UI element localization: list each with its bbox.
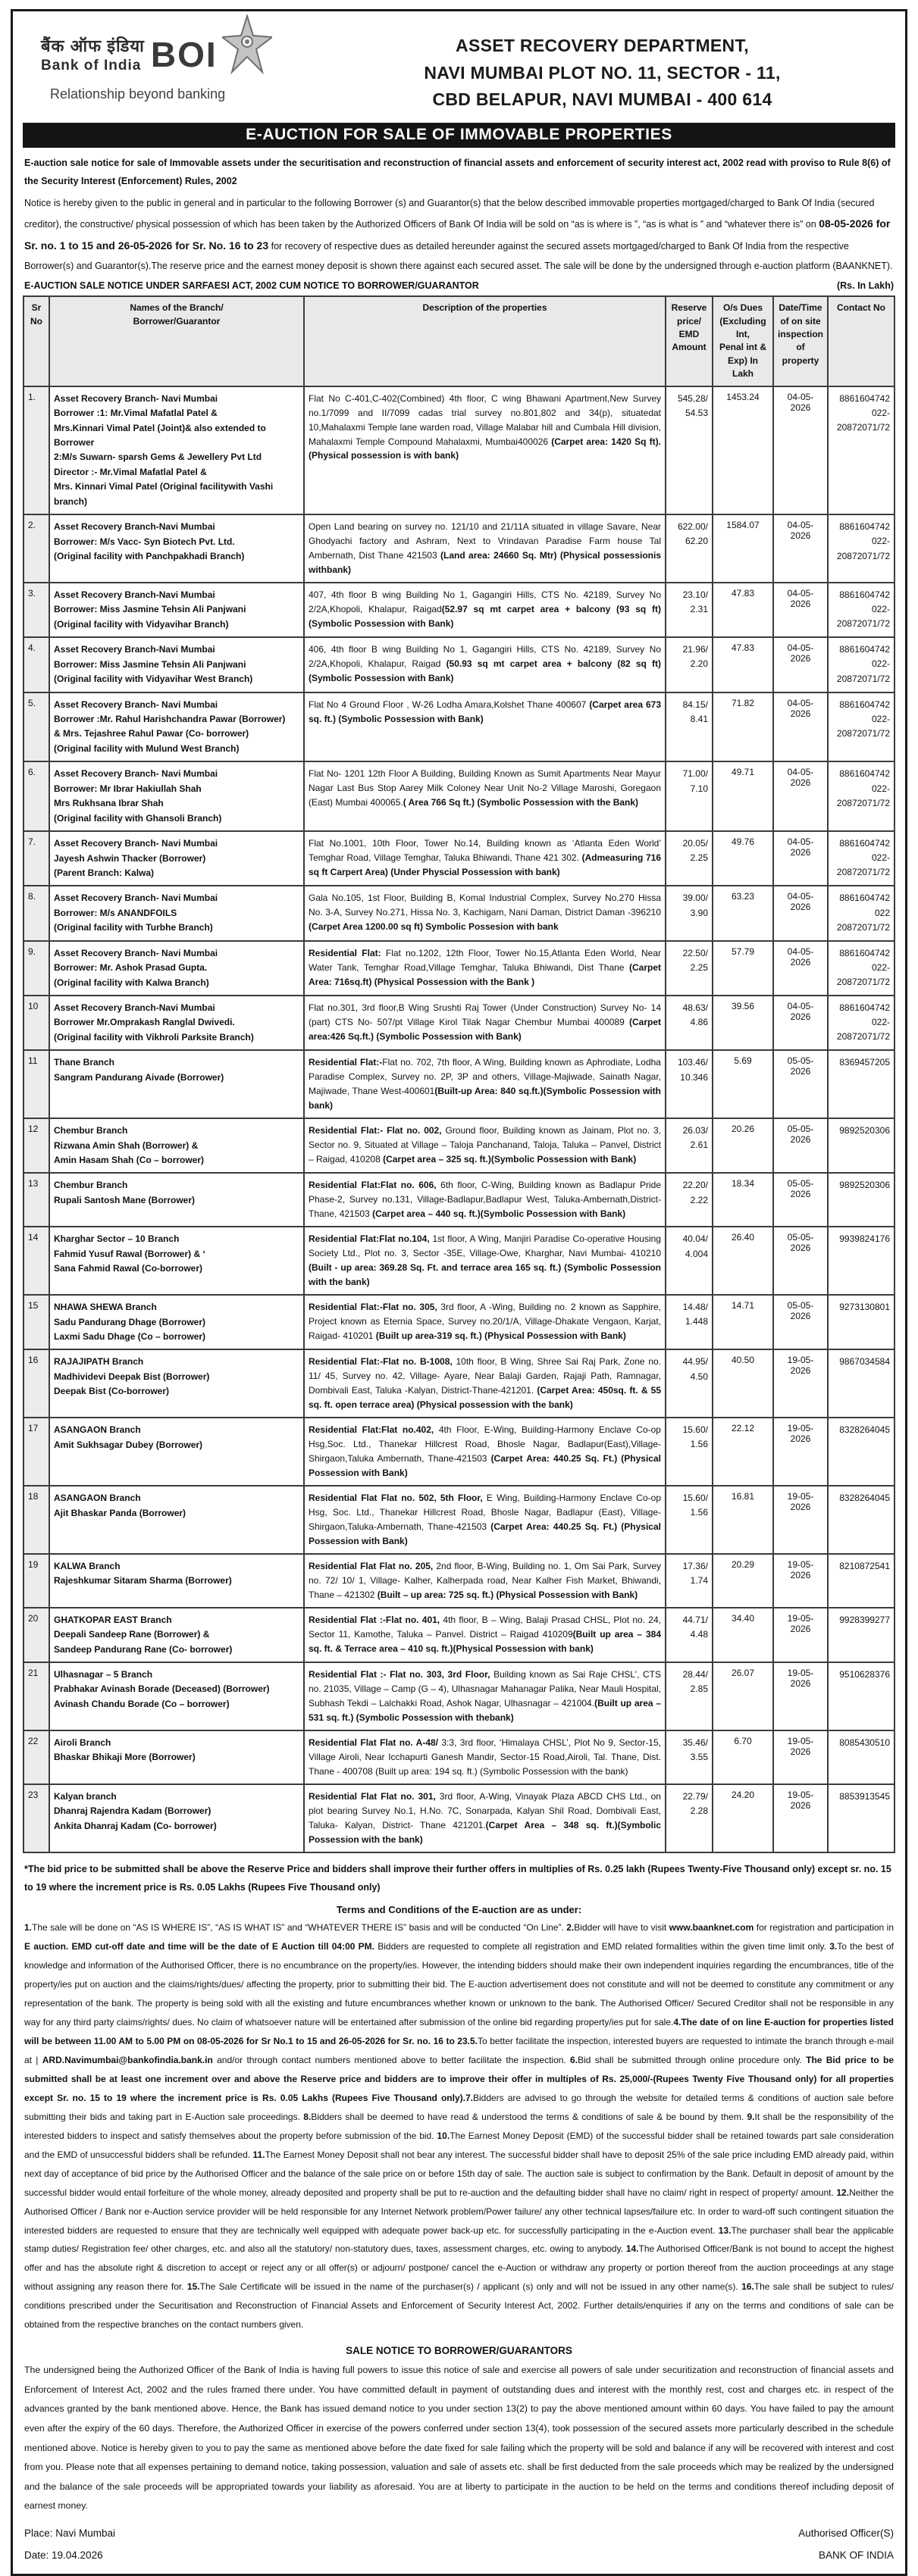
reserve-emd-cell: 39.00/ 3.90 xyxy=(666,886,713,940)
sr-cell: 11 xyxy=(23,1050,49,1118)
description-cell: 406, 4th floor B wing Building No 1, Gagangiri Hills, CTS No. 42189, Survey No 2/2A,Khopoli, Khalapur, Raigad (50.93 sq mt carpet area + balcony (82 sq ft) (Symbolic Possession with Bank) xyxy=(304,637,666,692)
table-row xyxy=(23,1554,895,1608)
branch-cell: Airoli Branch Bhaskar Bhikaji More (Borrower) xyxy=(49,1730,304,1784)
branch-cell: Asset Recovery Branch- Navi Mumbai Jayesh Ashwin Thacker (Borrower) (Parent Branch: Kalwa) xyxy=(49,831,304,886)
os-dues-cell: 1584.07 xyxy=(713,514,773,583)
sr-cell: 6. xyxy=(23,761,49,831)
os-dues-cell: 49.71 xyxy=(713,761,773,831)
inspection-date-cell: 19-05-2026 xyxy=(773,1486,828,1554)
inspection-date-cell: 04-05-2026 xyxy=(773,583,828,637)
reserve-emd-cell: 14.48/ 1.448 xyxy=(666,1295,713,1349)
branch-cell: Chembur Branch Rupali Santosh Mane (Borrower) xyxy=(49,1173,304,1227)
department-line: NAVI MUMBAI PLOT NO. 11, SECTOR - 11, xyxy=(424,62,781,83)
contact-cell: 9892520306 xyxy=(828,1173,895,1227)
terms-heading: Terms and Conditions of the E-auction are as under: xyxy=(336,1904,582,1916)
footer-left xyxy=(24,2522,115,2566)
os-dues-cell: 24.20 xyxy=(713,1784,773,1852)
sale-notice-heading: SALE NOTICE TO BORROWER/GUARANTORS xyxy=(346,2345,572,2357)
description-cell: Residential Flat Flat no. 502, 5th Floor, E Wing, Building-Harmony Enclave Co-op Hsg, Soc. Ltd., Thanekar Hillcrest Road, Bhosle Nagar, Badlapur (East), Village-Shirgaon,Taluka-Ambernath, Thane-421503 (Carpet Area: 440.25 Sq. Ft.) (Physical Possession with Bank) xyxy=(304,1486,666,1554)
contact-cell: 9867034584 xyxy=(828,1349,895,1418)
description-cell: Flat No 4 Ground Floor , W-26 Lodha Amara,Kolshet Thane 400607 (Carpet area 673 sq. ft.) (Symbolic Possession with Bank) xyxy=(304,692,666,762)
auction-table-body xyxy=(23,386,895,1852)
table-row xyxy=(23,386,895,515)
reserve-emd-cell: 40.04/ 4.004 xyxy=(666,1227,713,1295)
branch-cell: Asset Recovery Branch-Navi Mumbai Borrower: M/s Vacc- Syn Biotech Pvt. Ltd. (Original facility with Panchpakhadi Branch) xyxy=(49,514,304,583)
description-cell: Residential Flat Flat no. 205, 2nd floor, B-Wing, Building no. 1, Om Sai Park, Survey no. 72/ 10/ 1, Village- Kalher, Kalherpada road, Near Kalher Fish Market, Bhiwandi, Thane – 421302 (Built – up area: 725 sq. ft.) (Physical Possession with Bank) xyxy=(304,1554,666,1608)
sr-cell: 20 xyxy=(23,1608,49,1662)
contact-cell: 8861604742 022 20872071/72 xyxy=(828,886,895,940)
reserve-emd-cell: 622.00/ 62.20 xyxy=(666,514,713,583)
description-cell: Residential Flat :- Flat no. 303, 3rd Floor, Building known as Sai Raje CHSL’, CTS no. 21035, Village – Camp (G – 4), Ulhasnagar Mahanagar Palika, Near Mauli Hospital, Subhash Tekdi – Lalchakki Road, Ashok Nagar, Ulhasnagar – 421004.(Built up area – 531 sq. ft.) (Symbolic Possession with thebank) xyxy=(304,1662,666,1730)
sr-cell: 12 xyxy=(23,1118,49,1173)
department-line: ASSET RECOVERY DEPARTMENT, xyxy=(456,36,749,55)
os-dues-cell: 22.12 xyxy=(713,1418,773,1486)
sr-cell: 3. xyxy=(23,583,49,637)
header-os-dues: O/s Dues (Excluding Int, Penal int & Exp) In Lakh xyxy=(713,296,773,386)
branch-cell: Chembur Branch Rizwana Amin Shah (Borrower) & Amin Hasam Shah (Co – borrower) xyxy=(49,1118,304,1173)
description-cell: Residential Flat: Flat no.1202, 12th Floor, Tower No.15,Atlanta Eden World, Near Water Tank, Temghar Road,Village Temghar, Taluka Bhiwandi, Dist Thane (Carpet Area: 716sq.ft) (Physical Possession with the Bank ) xyxy=(304,941,666,996)
sr-cell: 15 xyxy=(23,1295,49,1349)
intro-paragraph-1: E-auction sale notice for sale of Immovable assets under the securitisation and reconstruction of financial assets and enforcement of security interest act, 2002 read with proviso to Rule 8(6) of the Security Interest (Enforcement) Rules, 2002 xyxy=(24,157,891,187)
sr-cell: 2. xyxy=(23,514,49,583)
inspection-date-cell: 04-05-2026 xyxy=(773,761,828,831)
table-row xyxy=(23,831,895,886)
table-row xyxy=(23,1349,895,1418)
contact-cell: 8861604742 022- 20872071/72 xyxy=(828,941,895,996)
os-dues-cell: 49.76 xyxy=(713,831,773,886)
description-cell: Residential Flat:-Flat no. B-1008, 10th floor, B Wing, Shree Sai Raj Park, Zone no. 11/ 45, Survey no. 42, Village- Ayare, Near Balaji Garden, Rajaji Path, Ramnagar, Dombivali East, Taluka -Kalyan, District-Thane-421201. (Carpet Area: 450sq. ft. & 55 sq. ft. open terrace area) (Physical possession with the bank) xyxy=(304,1349,666,1418)
os-dues-cell: 71.82 xyxy=(713,692,773,762)
sale-notice-paragraph: The undersigned being the Authorized Officer of the Bank of India is having full powers to issue this notice of sale and exercise all powers of sale under securitization and reconstruction of financial assets and Enforcement of Interest Act, 2002 and the rules framed there under. You have committed default in payment of outstanding dues and interest with the monthly rest, cost and charges etc. in respect of the advances granted by the bank mentioned above. Hence, the Bank has issued demand notice to you under section 13(2) to pay the above mentioned amount within 60 days. You have failed to pay the amount even after the expiry of the 60 days. Therefore, the Authorized Officer in exercise of the powers conferred under section 13(4), took possession of the secured assets more particularly described in the schedule mentioned above. Notice is hereby given to you to pay the same as mentioned above before the date fixed for sale failing which the property will be sold and balance if any will be recovered with interest and cost from you. Please note that all expenses pertaining to demand notice, taking possession, valuation and sale of assets etc. shall be first deducted from the sale proceeds which may be realized by the undersigned and the balance of the sale proceeds will be appropriated towards your liability as aforesaid. You are at liberty to participate in the auction to be held on the terms and conditions thereof including deposit of earnest money. xyxy=(24,2365,894,2512)
contact-cell: 8369457205 xyxy=(828,1050,895,1118)
footer-right xyxy=(798,2522,894,2566)
reserve-emd-cell: 545.28/ 54.53 xyxy=(666,386,713,515)
inspection-date-cell: 19-05-2026 xyxy=(773,1608,828,1662)
sr-cell: 21 xyxy=(23,1662,49,1730)
reserve-emd-cell: 71.00/ 7.10 xyxy=(666,761,713,831)
os-dues-cell: 57.79 xyxy=(713,941,773,996)
branch-cell: Asset Recovery Branch- Navi Mumbai Borrower :1: Mr.Vimal Mafatlal Patel & Mrs.Kinnari Vimal Patel (Joint)& also extended to Borrower 2:M/s Suwarn- sparsh Gems & Jewellery Pvt Ltd Director :- Mr.Vimal Mafatlal Patel & Mrs. Kinnari Vimal Patel (Original facilitywith Vashi branch) xyxy=(49,386,304,515)
os-dues-cell: 47.83 xyxy=(713,637,773,692)
os-dues-cell: 20.26 xyxy=(713,1118,773,1173)
contact-cell: 9892520306 xyxy=(828,1118,895,1173)
sr-cell: 1. xyxy=(23,386,49,515)
description-cell: Residential Flat:Flat no.402, 4th Floor, E-Wing, Building-Harmony Enclave Co-op Hsg,Soc. Ltd., Thanekar Hillcrest Road, Bhosle Nagar, Badlapur(East),Village-Shirgaon,Taluka Ambernath, Thane-421503 (Carpet Area: 440.25 Sq. Ft.) (Physical Possession with Bank) xyxy=(304,1418,666,1486)
contact-cell: 9928399277 xyxy=(828,1608,895,1662)
bank-signature-line: BANK OF INDIA xyxy=(818,2549,894,2561)
table-row xyxy=(23,1784,895,1852)
contact-cell: 8861604742 022- 20872071/72 xyxy=(828,583,895,637)
department-line: CBD BELAPUR, NAVI MUMBAI - 400 614 xyxy=(432,89,772,110)
table-row xyxy=(23,637,895,692)
inspection-date-cell: 04-05-2026 xyxy=(773,886,828,940)
description-cell: Residential Flat:-Flat no. 702, 7th floor, A Wing, Building known as Aphrodiate, Lodha Paradise Complex, Survey no. 2P, 3P and others, Village-Majiwade, Sainath Nagar, Majiwade, Thane West-400601(Built-up Area: 840 sq.ft.)(Symbolic Possession with bank) xyxy=(304,1050,666,1118)
table-row xyxy=(23,886,895,940)
table-header-row xyxy=(23,296,895,386)
inspection-date-cell: 04-05-2026 xyxy=(773,386,828,515)
contact-cell: 8210872541 xyxy=(828,1554,895,1608)
branch-cell: Thane Branch Sangram Pandurang Aivade (Borrower) xyxy=(49,1050,304,1118)
branch-cell: Asset Recovery Branch- Navi Mumbai Borrower: Mr. Ashok Prasad Gupta. (Original facility with Kalwa Branch) xyxy=(49,941,304,996)
sr-cell: 16 xyxy=(23,1349,49,1418)
os-dues-cell: 6.70 xyxy=(713,1730,773,1784)
branch-cell: Asset Recovery Branch- Navi Mumbai Borrower: M/s ANANDFOILS (Original facility with Turbhe Branch) xyxy=(49,886,304,940)
reserve-emd-cell: 23.10/ 2.31 xyxy=(666,583,713,637)
reserve-emd-cell: 26.03/ 2.61 xyxy=(666,1118,713,1173)
contact-cell: 8861604742 022- 20872071/72 xyxy=(828,831,895,886)
notice-sheet xyxy=(11,9,907,2576)
contact-cell: 8861604742 022- 20872071/72 xyxy=(828,996,895,1050)
auction-table xyxy=(23,295,895,1852)
table-row xyxy=(23,1295,895,1349)
sr-cell: 9. xyxy=(23,941,49,996)
bank-logo xyxy=(27,28,314,102)
inspection-date-cell: 04-05-2026 xyxy=(773,831,828,886)
bid-increment-note: *The bid price to be submitted shall be above the Reserve Price and bidders shall improve their further offers in multiplies of Rs. 0.25 lakh (Rupees Twenty-Five Thousand only) except sr. no. 15 to 19 where the increment price is Rs. 0.05 Lakhs (Rupees Five Thousand only) xyxy=(24,1863,891,1893)
table-row xyxy=(23,996,895,1050)
sr-cell: 18 xyxy=(23,1486,49,1554)
description-cell: Open Land bearing on survey no. 121/10 and 21/11A situated in village Savare, Near Ghodyachi factory and Ashram, Next to Vrindavan Paradise Farm house Tal Ambernath, Dist Thane 421503 (Land area: 24660 Sq. Mtr) (Physical possessionis withbank) xyxy=(304,514,666,583)
reserve-emd-cell: 103.46/ 10.346 xyxy=(666,1050,713,1118)
contact-cell: 9939824176 xyxy=(828,1227,895,1295)
os-dues-cell: 5.69 xyxy=(713,1050,773,1118)
description-cell: Residential Flat Flat no. A-48/ 3:3, 3rd floor, ‘Himalaya CHSL’, Plot No 9, Sector-15, Village Airoli, Near Icchapurti Ganesh Mandir, Sector-15 Road,Airoli, Tal. Thane, Dist. Thane - 400708 (Built up area: 194 sq. ft.) (Symbolic Possession with the bank) xyxy=(304,1730,666,1784)
reserve-emd-cell: 22.20/ 2.22 xyxy=(666,1173,713,1227)
branch-cell: Asset Recovery Branch-Navi Mumbai Borrower: Miss Jasmine Tehsin Ali Panjwani (Original facility with Vidyavihar Branch) xyxy=(49,583,304,637)
inspection-date-cell: 04-05-2026 xyxy=(773,692,828,762)
reserve-emd-cell: 28.44/ 2.85 xyxy=(666,1662,713,1730)
sr-cell: 13 xyxy=(23,1173,49,1227)
description-cell: Residential Flat:-Flat no. 305, 3rd floor, A -Wing, Building no. 2 known as Sapphire, Project known as Eternia Space, Survey no.20/1/A, Village-Dhakate Vengaon, Karjat, Raigad- 410201 (Built up area-319 sq. ft.) (Physical Possession with Bank) xyxy=(304,1295,666,1349)
reserve-emd-cell: 22.79/ 2.28 xyxy=(666,1784,713,1852)
branch-cell: Asset Recovery Branch- Navi Mumbai Borrower :Mr. Rahul Harishchandra Pawar (Borrower) & Mrs. Tejashree Rahul Pawar (Co- borrower) (Original facility with Mulund West Branch) xyxy=(49,692,304,762)
table-row xyxy=(23,583,895,637)
inspection-date-cell: 05-05-2026 xyxy=(773,1173,828,1227)
reserve-emd-cell: 22.50/ 2.25 xyxy=(666,941,713,996)
sarfaesi-heading: E-AUCTION SALE NOTICE UNDER SARFAESI ACT, 2002 CUM NOTICE TO BORROWER/GUARANTOR xyxy=(24,280,479,292)
inspection-date-cell: 05-05-2026 xyxy=(773,1118,828,1173)
sr-cell: 14 xyxy=(23,1227,49,1295)
inspection-date-cell: 19-05-2026 xyxy=(773,1784,828,1852)
description-cell: Residential Flat Flat no. 301, 3rd floor, A-Wing, Vinayak Plaza ABCD CHS Ltd., on plot bearing Survey No.1, H.No. 7C, Sonarpada, Kalyan Shil Road, Dombivali East, Taluka- Kalyan, District- Thane 421201.(Carpet Area – 348 sq. ft.)(Symbolic Possession with the bank) xyxy=(304,1784,666,1852)
os-dues-cell: 14.71 xyxy=(713,1295,773,1349)
branch-cell: ASANGAON Branch Ajit Bhaskar Panda (Borrower) xyxy=(49,1486,304,1554)
table-row xyxy=(23,1227,895,1295)
terms-body: 1.The sale will be done on “AS IS WHERE IS”, “AS IS WHAT IS” and “WHATEVER THERE IS” basis and will be conducted “On Line”. 2.Bidder will have to visit www.baanknet.com for registration and participation in E auction. EMD cut-off date and time will be the date of E Auction till 04:00 PM. Bidders are requested to complete all registration and EMD related formalities within the given time limit only. 3.To the best of knowledge and information of the Authorised Officer, there is no encumbrance on the property/ies. However, the intending bidders should make their own independent inquiries regarding the encumbrances, title of the property/ies put on auction and the claims/rights/dues/ affecting the property, prior to submitting their bid. The E-auction advertisement does not constitute and will not be deemed to constitute any commitment or any representation of the bank. The property is being sold with all the existing and future encumbrances whether known or unknown to the bank. The Authorised Officer/ Secured Creditor shall not be responsible in any way for any third party claims/rights/ dues. No claim of whatsoever nature will be entertained after submission of the online bid regarding property/ies put for sale.4.The date of on line E-auction for properties listed will be between 11.00 AM to 5.00 PM on 08-05-2026 for Sr No.1 to 15 and 26-05-2026 for Sr. no. 16 to 23.5.To better facilitate the inspection, interested buyers are requested to intimate the branch through e-mail at | ARD.Navimumbai@bankofindia.bank.in and/or through contact numbers mentioned above to better facilitate the inspection. 6.Bid shall be submitted through online procedure only. The Bid price to be submitted shall be at least one increment over and above the Reserve price and bidders are to improve their offer in multiples of Rs. 25,000/-(Rupees Twenty Five Thousand only) for all properties except Sr. no. 15 to 19 where the increment price is Rs. 0.05 Lakhs (Rupees Five Thousand only).7.Bidders are advised to go through the website for detailed terms & conditions of auction sale before submitting their bids and taking part in E-Auction sale proceedings. 8.Bidders shall be deemed to have read & understood the terms & conditions of sale & be bound by them. 9.It shall be the responsibility of the interested bidders to inspect and satisfy themselves about the property before submission of the bid. 10.The Earnest Money Deposit (EMD) of the successful bidder shall be retained towards part sale consideration and the EMD of unsuccessful bidders shall be refunded. 11.The Earnest Money Deposit shall not bear any interest. The successful bidder shall have to deposit 25% of the sale price including EMD already paid, within next day of acceptance of bid price by the Authorised Officer and the balance of the sale price on or before 15th day of sale. The auction sale is subject to confirmation by the Bank. Default in deposit of amount by the successful bidder would entail forfeiture of the whole money, already deposited and property shall be put to re-auction and the defaulting bidder shall have no claim/ right in respect of property/ amount. 12.Neither the Authorised Officer / Bank nor e-Auction service provider will be held responsible for any Internet Network problem/Power failure/ any other technical lapses/failure etc. In order to ward-off such contingent situation the interested bidders are requested to ensure that they are technically well equipped with adequate power back-up etc. for successfully participating in the e-Auction event. 13.The purchaser shall bear the applicable stamp duties/ Registration fee/ other charges, etc. and also all the statutory/ non-statutory dues, taxes, assessment charges, etc. owing to anybody. 14.The Authorised Officer/Bank is not bound to accept the highest offer and has the absolute right & discretion to accept or reject any or all offer(s) or adjourn/ postpone/ cancel the e-Auction or withdraw any property or portion thereof from the auction proceedings at any stage without assigning any reason there for. 15.The Sale Certificate will be issued in the name of the purchaser(s) / applicant (s) only and will not be issued in any other name(s). 16.The sale shall be subject to rules/ conditions prescribed under the Securitisation and Reconstruction of Financial Assets and Enforcement of Security Interest Act, 2002. Further details/enquiries if any on the terms and conditions of sale can be obtained from the respective branches on the contact numbers given. xyxy=(24,1922,895,2331)
header-sr-no: Sr No xyxy=(23,296,49,386)
reserve-emd-cell: 44.71/ 4.48 xyxy=(666,1608,713,1662)
reserve-emd-cell: 15.60/ 1.56 xyxy=(666,1486,713,1554)
description-cell: Flat No C-401,C-402(Combined) 4th floor, C wing Bhawani Apartment,New Survey no.1/7099 and II/7099 cadas trial survey no.801,802 and 34(p), situatedat 10,Mahalaxmi Temple lane warden road, Village Malabar hill and Cumbala Hill division, Mahalaxmi Temple Compound Mahalaxmi, Mumbai400026 (Carpet area: 1420 Sq ft).(Physical possession is with bank) xyxy=(304,386,666,515)
inspection-date-cell: 05-05-2026 xyxy=(773,1227,828,1295)
reserve-emd-cell: 20.05/ 2.25 xyxy=(666,831,713,886)
header-contact-no: Contact No xyxy=(828,296,895,386)
description-cell: Residential Flat:Flat no.104, 1st floor, A Wing, Manjiri Paradise Co-operative Housing Society Ltd., Plot no. 3, Sector -35E, Village-Owe, Kharghar, Navi Mumbai- 410210 (Built - up area: 369.28 Sq. Ft. and terrace area 165 sq. ft.) (Symbolic Possession with the bank) xyxy=(304,1227,666,1295)
bank-name-block xyxy=(41,34,145,74)
inspection-date-cell: 19-05-2026 xyxy=(773,1554,828,1608)
table-row xyxy=(23,1050,895,1118)
table-row xyxy=(23,1118,895,1173)
sr-cell: 7. xyxy=(23,831,49,886)
header-inspection-date: Date/Time of on site inspection of property xyxy=(773,296,828,386)
sr-cell: 4. xyxy=(23,637,49,692)
auction-banner-title: E-AUCTION FOR SALE OF IMMOVABLE PROPERTIES xyxy=(23,123,895,148)
os-dues-cell: 26.40 xyxy=(713,1227,773,1295)
header-branch: Names of the Branch/ Borrower/Guarantor xyxy=(49,296,304,386)
sr-cell: 22 xyxy=(23,1730,49,1784)
description-cell: 407, 4th floor B wing Building No 1, Gagangiri Hills, CTS No. 42189, Survey No 2/2A,Khopoli, Khalapur, Raigad(52.97 sq mt carpet area + balcony (93 sq ft) (Symbolic Possession with Bank) xyxy=(304,583,666,637)
description-cell: Residential Flat :-Flat no. 401, 4th floor, B – Wing, Balaji Prasad CHSL, Plot no. 24, Sector 11, Kamothe, Taluka – Panvel. District – Raigad 410209(Built up area – 384 sq. ft. & Terrace area – 410 sq. ft.)(Physical Possession with bank) xyxy=(304,1608,666,1662)
sr-cell: 23 xyxy=(23,1784,49,1852)
boi-logotype: BOI xyxy=(150,34,218,74)
branch-cell: Asset Recovery Branch-Navi Mumbai Borrower: Miss Jasmine Tehsin Ali Panjwani (Original facility with Vidyavihar West Branch) xyxy=(49,637,304,692)
contact-cell: 9273130801 xyxy=(828,1295,895,1349)
description-cell: Residential Flat:Flat no. 606, 6th floor, C-Wing, Building known as Badlapur Pride Phase-2, Survey no.131, Village-Badlapur,Badlapur West, Taluka-Ambernath,District- Thane, 421503 (Carpet area – 440 sq. ft.)(Symbolic Possession with Bank) xyxy=(304,1173,666,1227)
contact-cell: 8861604742 022- 20872071/72 xyxy=(828,637,895,692)
contact-cell: 8861604742 022- 20872071/72 xyxy=(828,761,895,831)
bank-name-english: Bank of India xyxy=(41,58,142,73)
inspection-date-cell: 04-05-2026 xyxy=(773,514,828,583)
os-dues-cell: 20.29 xyxy=(713,1554,773,1608)
sarfaesi-heading-row xyxy=(24,280,894,291)
contact-cell: 8328264045 xyxy=(828,1486,895,1554)
os-dues-cell: 26.07 xyxy=(713,1662,773,1730)
inspection-date-cell: 19-05-2026 xyxy=(773,1662,828,1730)
header-reserve-price: Reserve price/ EMD Amount xyxy=(666,296,713,386)
bank-name-hindi: बैंक ऑफ इंडिया xyxy=(41,36,145,55)
inspection-date-cell: 05-05-2026 xyxy=(773,1295,828,1349)
os-dues-cell: 47.83 xyxy=(713,583,773,637)
table-row xyxy=(23,514,895,583)
contact-cell: 8328264045 xyxy=(828,1418,895,1486)
inspection-date-cell: 19-05-2026 xyxy=(773,1349,828,1418)
branch-cell: KALWA Branch Rajeshkumar Sitaram Sharma (Borrower) xyxy=(49,1554,304,1608)
sr-cell: 8. xyxy=(23,886,49,940)
reserve-emd-cell: 15.60/ 1.56 xyxy=(666,1418,713,1486)
table-row xyxy=(23,1730,895,1784)
description-cell: Gala No.105, 1st Floor, Building B, Komal Industrial Complex, Survey No.270 Hissa No. 3-A, Survey No.271, Hissa No. 3, Kachigam, Nani Daman, District Daman -396210 (Carpet Area 1200.00 sq ft) Symbolic Possesion with bank xyxy=(304,886,666,940)
os-dues-cell: 1453.24 xyxy=(713,386,773,515)
contact-cell: 8861604742 022- 20872071/72 xyxy=(828,386,895,515)
contact-cell: 8085430510 xyxy=(828,1730,895,1784)
reserve-emd-cell: 21.96/ 2.20 xyxy=(666,637,713,692)
branch-cell: Kalyan branch Dhanraj Rajendra Kadam (Borrower) Ankita Dhanraj Kadam (Co- borrower) xyxy=(49,1784,304,1852)
os-dues-cell: 18.34 xyxy=(713,1173,773,1227)
branch-cell: Kharghar Sector – 10 Branch Fahmid Yusuf Rawal (Borrower) & ‘ Sana Fahmid Rawal (Co-borrower) xyxy=(49,1227,304,1295)
branch-cell: ASANGAON Branch Amit Sukhsagar Dubey (Borrower) xyxy=(49,1418,304,1486)
table-row xyxy=(23,941,895,996)
date-line: Date: 19.04.2026 xyxy=(24,2549,103,2561)
reserve-emd-cell: 44.95/ 4.50 xyxy=(666,1349,713,1418)
table-row xyxy=(23,1608,895,1662)
branch-cell: Asset Recovery Branch-Navi Mumbai Borrower Mr.Omprakash Ranglal Dwivedi. (Original facility with Vikhroli Parksite Branch) xyxy=(49,996,304,1050)
sr-cell: 19 xyxy=(23,1554,49,1608)
os-dues-cell: 39.56 xyxy=(713,996,773,1050)
contact-cell: 8861604742 022- 20872071/72 xyxy=(828,514,895,583)
table-row xyxy=(23,1662,895,1730)
reserve-emd-cell: 17.36/ 1.74 xyxy=(666,1554,713,1608)
description-cell: Flat no.301, 3rd floor,B Wing Srushti Raj Tower (Under Construction) Survey No- 14 (part) CTS No- 507/pt Village Kirol Tilak Nagar Chembur Mumbai 400089 (Carpet area:426 Sq.ft.) (Symbolic Possession with Bank) xyxy=(304,996,666,1050)
reserve-emd-cell: 35.46/ 3.55 xyxy=(666,1730,713,1784)
table-row xyxy=(23,1418,895,1486)
contact-cell: 8853913545 xyxy=(828,1784,895,1852)
authorised-officer-line: Authorised Officer(S) xyxy=(798,2527,894,2539)
header-description: Description of the properties xyxy=(304,296,666,386)
inspection-date-cell: 04-05-2026 xyxy=(773,996,828,1050)
reserve-emd-cell: 84.15/ 8.41 xyxy=(666,692,713,762)
place-line: Place: Navi Mumbai xyxy=(24,2527,116,2539)
reserve-emd-cell: 48.63/ 4.86 xyxy=(666,996,713,1050)
contact-cell: 8861604742 022- 20872071/72 xyxy=(828,692,895,762)
table-row xyxy=(23,1173,895,1227)
inspection-date-cell: 19-05-2026 xyxy=(773,1418,828,1486)
document-footer xyxy=(23,2522,895,2566)
description-cell: Flat No- 1201 12th Floor A Building, Building Known as Sumit Apartments Near Mayur Nagar Last Bus Stop Aarey Milk Coloney Near Unit No-2 Village Maroshi, Goregaon (East) Mumbai 400065.( Area 766 Sq ft.) (Symbolic Possession with the Bank) xyxy=(304,761,666,831)
department-address xyxy=(314,28,891,114)
sr-cell: 10 xyxy=(23,996,49,1050)
inspection-date-cell: 19-05-2026 xyxy=(773,1730,828,1784)
rs-in-lakh-label: (Rs. In Lakh) xyxy=(836,280,894,292)
branch-cell: Asset Recovery Branch- Navi Mumbai Borrower: Mr Ibrar Hakiullah Shah Mrs Rukhsana Ibrar Shah (Original facility with Ghansoli Branch) xyxy=(49,761,304,831)
table-row xyxy=(23,761,895,831)
table-row xyxy=(23,1486,895,1554)
os-dues-cell: 34.40 xyxy=(713,1608,773,1662)
branch-cell: GHATKOPAR EAST Branch Deepali Sandeep Rane (Borrower) & Sandeep Pandurang Rane (Co- borrower) xyxy=(49,1608,304,1662)
intro-paragraph-2: Notice is hereby given to the public in general and in particular to the following Borrower (s) and Guarantor(s) that the below described immovable properties mortgaged/charged to Bank Of India (secured creditor), the constructive/ physical possession of which has been taken by the Authorized Officers of Bank Of India will be sold on “as is where is ”, “as is what is ” and “whatever there is” on 08-05-2026 for Sr. no. 1 to 15 and 26-05-2026 for Sr. No. 16 to 23 for recovery of respective dues as detailed hereunder against the secured assets mortgaged/charged to Bank Of India from the respective Borrower(s) and Guarantor(s).The reserve price and the earnest money deposit is shown there against each secured asset. The sale will be done by the undersigned through e-auction platform (BAANKNET). xyxy=(24,197,893,271)
os-dues-cell: 63.23 xyxy=(713,886,773,940)
bank-tagline: Relationship beyond banking xyxy=(50,86,226,102)
inspection-date-cell: 05-05-2026 xyxy=(773,1050,828,1118)
contact-cell: 9510628376 xyxy=(828,1662,895,1730)
inspection-date-cell: 04-05-2026 xyxy=(773,637,828,692)
branch-cell: RAJAJIPATH Branch Madhividevi Deepak Bist (Borrower) Deepak Bist (Co-borrower) xyxy=(49,1349,304,1418)
star-icon xyxy=(222,14,272,80)
description-cell: Residential Flat:- Flat no. 002, Ground floor, Building known as Jainam, Plot no. 3, Sector no. 9, Situated at Village – Taloja Panchanand, Taloja, Taluka – Panvel, District – Raigad, 410208 (Carpet area – 325 sq. ft.)(Symbolic Possession with Bank) xyxy=(304,1118,666,1173)
branch-cell: Ulhasnagar – 5 Branch Prabhakar Avinash Borade (Deceased) (Borrower) Avinash Chandu Borade (Co – borrower) xyxy=(49,1662,304,1730)
description-cell: Flat No.1001, 10th Floor, Tower No.14, Building known as ‘Atlanta Eden World’ Temghar Road, Village Temghar, Taluka Bhiwandi, Thane 421 302. (Admeasuring 716 sq ft Carpert Area) (Under Physcial Possession with bank) xyxy=(304,831,666,886)
branch-cell: NHAWA SHEWA Branch Sadu Pandurang Dhage (Borrower) Laxmi Sadu Dhage (Co – borrower) xyxy=(49,1295,304,1349)
os-dues-cell: 16.81 xyxy=(713,1486,773,1554)
table-row xyxy=(23,692,895,762)
inspection-date-cell: 04-05-2026 xyxy=(773,941,828,996)
bank-header xyxy=(23,17,895,118)
os-dues-cell: 40.50 xyxy=(713,1349,773,1418)
sr-cell: 5. xyxy=(23,692,49,762)
sr-cell: 17 xyxy=(23,1418,49,1486)
